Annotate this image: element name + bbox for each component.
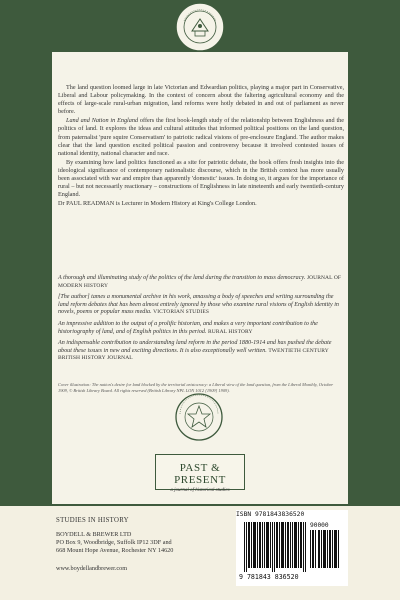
review-quote: An indispensable contribution to understanding land reform in the period 1880-1914 and has pushed the debate about these issues in new and exciting directions. It is also exceptionally well written.: [58, 340, 332, 354]
publisher-block: [56, 531, 173, 556]
description-paragraph-1: The land question loomed large in late Victorian and Edwardian politics, playing a major part in Conservative, Liberal and Labour policymaking. In the context of concern about the faltering agricultural economy and the effects of large-scale rural-urban migration, land reforms were hotly debated in and out of parliament as never before.: [58, 84, 344, 116]
review-quote: [The author] tames a monumental archive in his work, amassing a body of speeches and writing surrounding the land reform debates that has been almost entirely ignored by those who examine rural visions of English identity in novels, poems or popular mass media.: [58, 294, 339, 316]
past-and-present-logo: [155, 454, 245, 493]
price-addon: 90000: [310, 522, 329, 529]
ean-digits: 9 781843 836520: [239, 573, 299, 581]
past-present-title: PAST & PRESENT: [174, 462, 226, 486]
publisher-address-2: 668 Mount Hope Avenue, Rochester NY 14620: [56, 547, 174, 555]
royal-historical-society-seal-icon: [174, 1, 226, 53]
addon-barcode-icon: [310, 530, 340, 568]
review-quote: An impressive addition to the output of a prolific historian, and makes a very important contribution to the historiography of land, and of English politics in this period.: [58, 320, 318, 335]
review-source: JOURNAL OF MODERN HISTORY: [58, 275, 342, 289]
description-paragraph-3: By examining how land politics functioned as a site for patriotic debate, the book offers fresh insights into the ideological significance of contemporary nationalistic discourse, which in the British context has more usually been associated with war and empire than apparently 'domestic' issues. In doing so, it argues for the importance of rural – but not necessarily reactionary – constructions of Englishness in late nineteenth and early twentieth-century England.: [58, 158, 344, 199]
review-source: RURAL HISTORY: [208, 328, 253, 335]
author-bio: Dr PAUL READMAN is Lecturer in Modern History at King's College London.: [58, 200, 257, 208]
past-present-subtitle: a journal of historical studies: [170, 488, 230, 493]
review-quotes: [58, 275, 344, 367]
barcode-block: [236, 510, 348, 586]
publisher-url[interactable]: www.boydellandbrewer.com: [56, 565, 128, 572]
review-source: TWENTIETH CENTURY BRITISH HISTORY JOURNAL: [58, 347, 329, 362]
series-name: STUDIES IN HISTORY: [56, 517, 129, 524]
review-quote: A thorough and illuminating study of the politics of the land during the transition to mass democracy.: [58, 275, 306, 281]
review-2: [58, 294, 344, 317]
publisher-address-1: PO Box 9, Woodbridge, Suffolk IP12 3DF and: [56, 539, 172, 547]
review-1: [58, 275, 344, 290]
book-title-italic: Land and Nation in England: [66, 117, 139, 125]
cover-illustration-credit: Cover illustration: The nation's desire for land blocked by the territorial aristocracy: a Liberal view of the land question, from the Liberal Monthly, October 1909, © British Library Board. All rights reserved (British Library NPL LON 1012 [1909] 1909).: [58, 382, 334, 393]
isbn-label: ISBN 9781843836520: [236, 511, 305, 518]
economic-history-society-seal-icon: [174, 392, 224, 442]
ean-barcode-icon: [244, 522, 306, 572]
description-paragraph-2-text: offers the first book-length study of the relationship between Englishness and the politics of land. It explores the ideas and cultural attitudes that informed political positions on the land question, from paternalist 'pure squire Conservatism' to patriotic radical visions of pre-enclosure England. The author makes clear that the land question excited political passion and controversy because it involved contested issues of national identity, national character and race.: [58, 117, 345, 157]
review-source: VICTORIAN STUDIES: [153, 309, 209, 316]
review-3: [58, 321, 344, 336]
book-description: [58, 84, 344, 209]
review-4: [58, 340, 344, 363]
publisher-name: BOYDELL & BREWER LTD: [56, 531, 132, 538]
description-paragraph-2: [58, 117, 344, 157]
